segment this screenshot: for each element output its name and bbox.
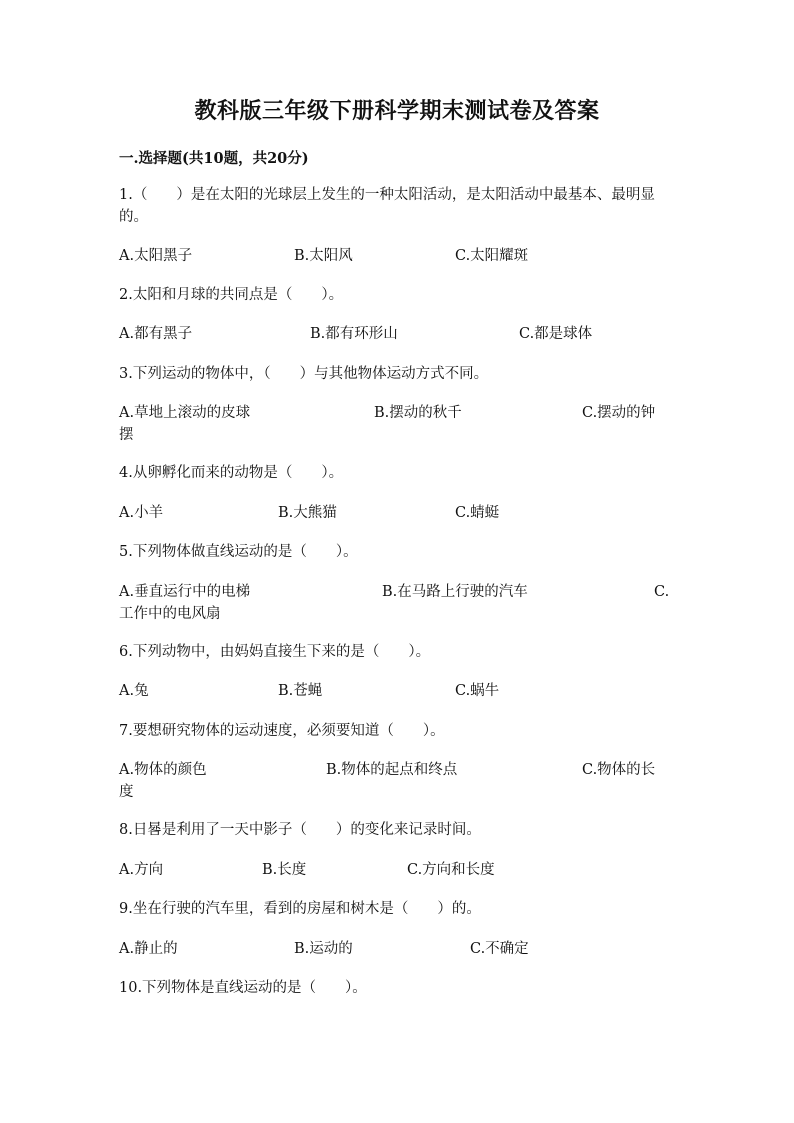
question-3: 3.下列运动的物体中，（ ）与其他物体运动方式不同。 [119,366,489,382]
question-1: 1.（ ）是在太阳的光球层上发生的一种太阳活动，是太阳活动中最基本、最明显的。 [119,187,655,225]
question-7-options [119,759,679,781]
option-b[interactable]: B.都有环形山 [310,326,398,342]
question-8: 8.日晷是利用了一天中影子（ ）的变化来记录时间。 [119,822,481,838]
option-a[interactable]: A.太阳黑子 [119,248,193,264]
question-7: 7.要想研究物体的运动速度，必须要知道（ ）。 [119,723,445,739]
page-title: 教科版三年级下册科学期末测试卷及答案 [194,98,600,124]
option-c[interactable]: C.物体的长 [582,762,656,778]
question-4: 4.从卵孵化而来的动物是（ ）。 [119,465,344,481]
option-b[interactable]: B.太阳风 [294,248,353,264]
option-b[interactable]: B.运动的 [294,941,353,957]
question-10: 10.下列物体是直线运动的是（ ）。 [119,980,367,996]
option-c[interactable]: C.太阳耀斑 [455,248,529,264]
option-a[interactable]: A.方向 [119,862,164,878]
option-c-wrap: 工作中的电风扇 [119,606,221,622]
section-heading: 一.选择题(共10题，共20分) [119,150,309,167]
option-b[interactable]: B.在马路上行驶的汽车 [382,584,528,600]
option-b[interactable]: B.长度 [262,862,307,878]
option-a[interactable]: A.垂直运行中的电梯 [119,584,251,600]
option-b[interactable]: B.物体的起点和终点 [326,762,458,778]
option-b[interactable]: B.苍蝇 [278,683,323,699]
question-3-options [119,402,679,424]
option-c[interactable]: C. [654,584,670,600]
option-c[interactable]: C.蜗牛 [455,683,500,699]
option-c[interactable]: C.蜻蜓 [455,505,500,521]
option-b[interactable]: B.大熊猫 [278,505,337,521]
option-b[interactable]: B.摆动的秋千 [374,405,462,421]
question-2-options [119,323,679,345]
question-9-options [119,938,679,960]
question-1-options [119,245,679,267]
question-2: 2.太阳和月球的共同点是（ ）。 [119,287,344,303]
option-c[interactable]: C.不确定 [470,941,529,957]
question-5-options [119,581,679,603]
option-a[interactable]: A.都有黑子 [119,326,193,342]
question-4-options [119,502,679,524]
option-a[interactable]: A.草地上滚动的皮球 [119,405,251,421]
option-a[interactable]: A.静止的 [119,941,178,957]
question-6-options [119,680,679,702]
question-6: 6.下列动物中，由妈妈直接生下来的是（ ）。 [119,644,431,660]
option-c-wrap: 摆 [119,427,134,443]
option-c[interactable]: C.摆动的钟 [582,405,656,421]
question-5: 5.下列物体做直线运动的是（ ）。 [119,544,358,560]
option-c[interactable]: C.方向和长度 [407,862,495,878]
option-a[interactable]: A.兔 [119,683,149,699]
option-c-wrap: 度 [119,784,134,800]
option-a[interactable]: A.物体的颜色 [119,762,207,778]
option-a[interactable]: A.小羊 [119,505,164,521]
option-c[interactable]: C.都是球体 [519,326,593,342]
question-9: 9.坐在行驶的汽车里，看到的房屋和树木是（ ）的。 [119,901,481,917]
question-8-options [119,859,679,881]
